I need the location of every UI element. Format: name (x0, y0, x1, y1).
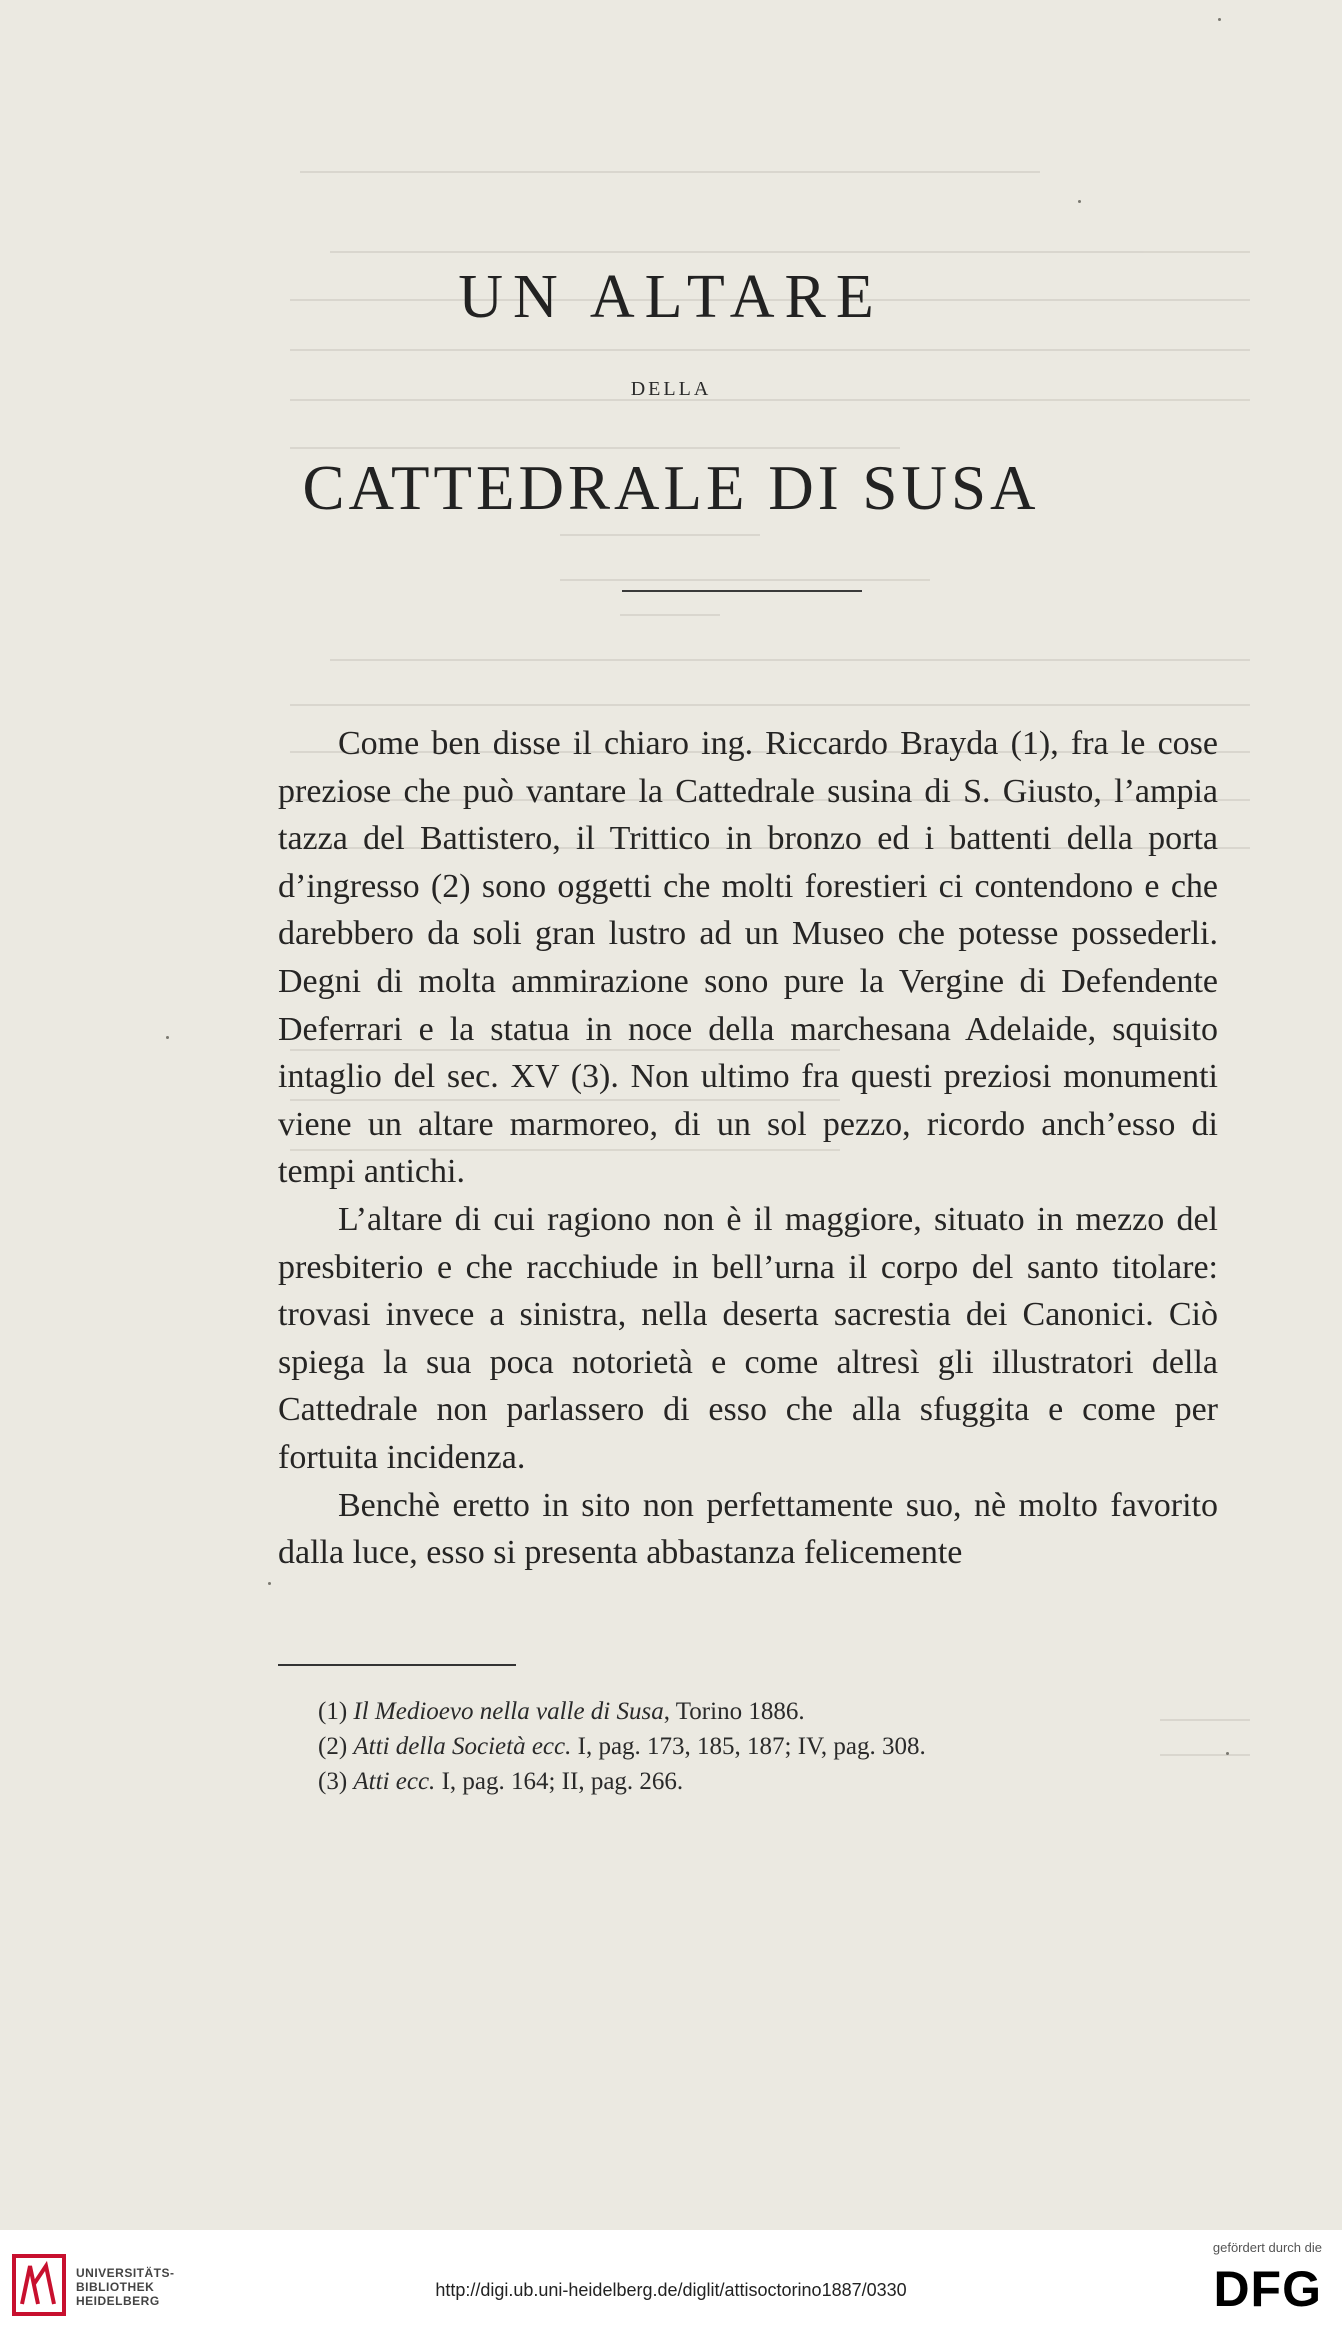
footnote-2 (318, 1729, 1218, 1764)
footnote-marker: (1) (318, 1698, 348, 1725)
footnote-title: Il Medioevo nella valle di Susa (353, 1698, 664, 1725)
footnote-rest: I, pag. 164; II, pag. 266. (435, 1768, 684, 1795)
paper-speck (1078, 200, 1081, 203)
footnote-rest: I, pag. 173, 185, 187; IV, pag. 308. (571, 1733, 926, 1760)
footnote-title: Atti della Società ecc. (353, 1733, 572, 1760)
body-text (278, 720, 1218, 1577)
funding-label: gefördert durch die (1212, 2240, 1322, 2255)
footer-bar (0, 2230, 1342, 2329)
footnote-marker: (3) (318, 1768, 348, 1795)
title-rule (622, 590, 862, 592)
footnote-marker: (2) (318, 1733, 348, 1760)
paper-speck (166, 1036, 169, 1039)
footnotes (318, 1694, 1218, 1799)
paragraph-3: Benchè eretto in sito non perfettamente suo, nè molto favorito dalla luce, esso si presenta abbastanza felicemente (278, 1486, 1218, 1572)
footnote-rest: , Torino 1886. (663, 1698, 805, 1725)
paragraph-2: L’altare di cui ragiono non è il maggiore, situato in mezzo del presbiterio e che racchiude in bell’urna il corpo del santo titolare: trovasi invece a sinistra, nella deserta sacrestia dei Canonici. Ciò spiega la sua poca notorietà e come altresì gli illustratori della Cattedrale non parlassero di esso che alla sfuggita e come per fortuita incidenza. (278, 1200, 1218, 1476)
footnote-3 (318, 1764, 1218, 1799)
footnote-title: Atti ecc. (353, 1768, 436, 1795)
dfg-logo: DFG (1213, 2261, 1322, 2317)
source-url-link[interactable]: http://digi.ub.uni-heidelberg.de/diglit/attisoctorino1887/0330 (435, 2280, 907, 2300)
library-name: UNIVERSITÄTS- BIBLIOTHEK HEIDELBERG (76, 2266, 175, 2308)
paper-speck (268, 1582, 271, 1585)
paragraph-1: Come ben disse il chiaro ing. Riccardo Brayda (1), fra le cose preziose che può vantare la Cattedrale susina di S. Giusto, l’ampia tazza del Battistero, il Trittico in bronzo ed i battenti della porta d’ingresso (2) sono oggetti che molti forestieri ci contendono e che darebbero da soli gran lustro ad un Museo che potesse possederli. Degni di molta ammirazione sono pure la Vergine di Defendente Deferrari e la statua in noce della marchesana Adelaide, squisito intaglio del sec. XV (3). Non ultimo fra questi preziosi monumenti viene un altare marmoreo, di un sol pezzo, ricordo anch’esso di tempi antichi. (278, 725, 1218, 1191)
paper-speck (1218, 18, 1221, 21)
title-subtitle: CATTEDRALE DI SUSA (302, 453, 1040, 523)
footnote-rule (278, 1664, 516, 1666)
footnote-1 (318, 1694, 1218, 1729)
title-main: UN ALTARE (458, 263, 884, 331)
paper-speck (1226, 1752, 1229, 1755)
title-connector: DELLA (630, 378, 712, 400)
